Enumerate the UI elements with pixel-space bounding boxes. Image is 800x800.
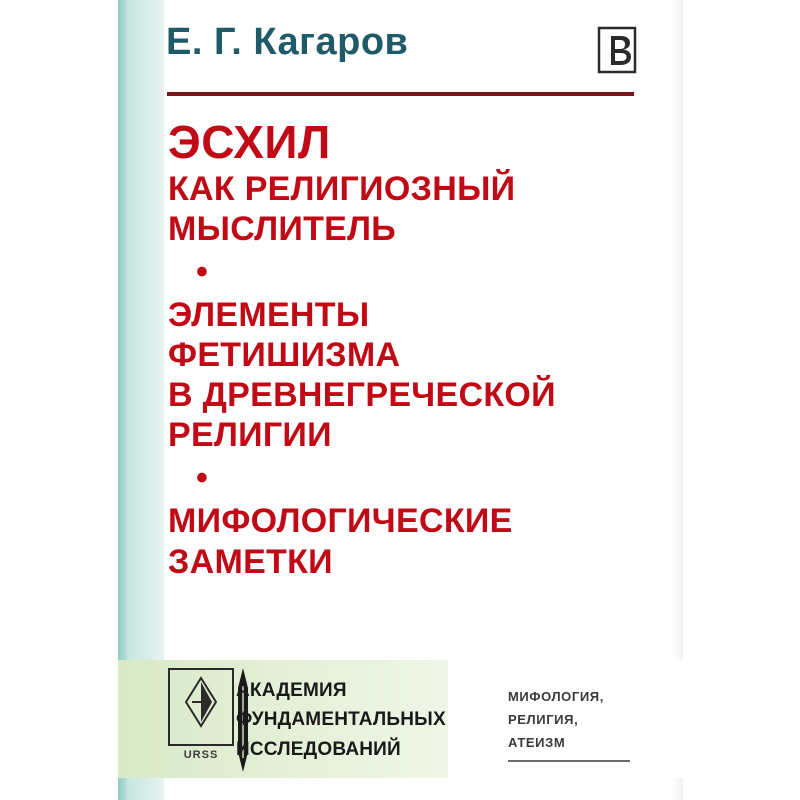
book-cover — [118, 0, 683, 800]
series-line-3: ИССЛЕДОВАНИЙ — [236, 738, 401, 760]
topic-line-2: РЕЛИГИЯ, — [508, 711, 579, 727]
title2-line-4: РЕЛИГИИ — [168, 416, 332, 455]
book-title-block — [168, 118, 668, 582]
title-separator-2: • — [196, 459, 208, 498]
series-line-1: АКАДЕМИЯ — [236, 680, 347, 701]
topic-line-1: МИФОЛОГИЯ, — [508, 689, 604, 704]
cover-footer-band — [118, 660, 683, 778]
title-separator-1: • — [196, 252, 208, 291]
title2-line-3: В ДРЕВНЕГРЕЧЕСКОЙ — [168, 376, 556, 415]
publisher-emblem-icon — [589, 22, 645, 78]
urss-label: URSS — [183, 749, 219, 761]
series-name — [236, 676, 466, 764]
title2-line-2: ФЕТИШИЗМА — [168, 336, 401, 375]
topic-line-3: АТЕИЗМ — [508, 734, 566, 750]
title-main: ЭСХИЛ — [168, 116, 331, 168]
author-name: Е. Г. Кагаров — [166, 21, 409, 63]
title-divider-rule — [167, 92, 634, 96]
topic-underline — [508, 760, 630, 762]
title3-line-1: МИФОЛОГИЧЕСКИЕ — [168, 502, 513, 541]
topic-list — [508, 686, 658, 762]
series-line-2: ФУНДАМЕНТАЛЬНЫХ — [236, 709, 446, 731]
title-line-1: КАК РЕЛИГИОЗНЫЙ — [168, 169, 516, 208]
title-line-2: МЫСЛИТЕЛЬ — [168, 209, 397, 248]
title2-line-1: ЭЛЕМЕНТЫ — [168, 295, 370, 334]
urss-logo — [162, 668, 240, 772]
title3-line-2: ЗАМЕТКИ — [168, 542, 333, 581]
